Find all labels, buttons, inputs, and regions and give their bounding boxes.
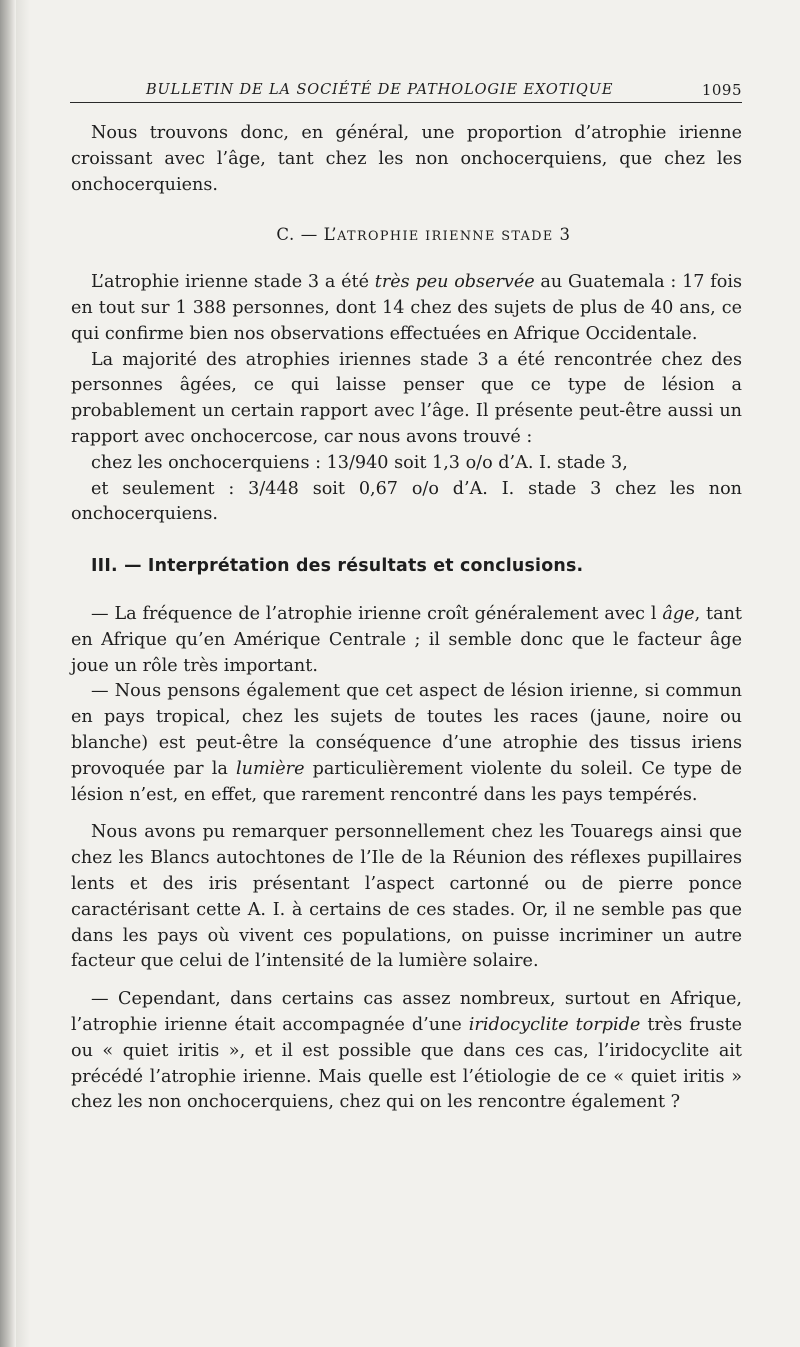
running-title: BULLETIN DE LA SOCIÉTÉ DE PATHOLOGIE EXOTIQUE <box>146 82 614 98</box>
paragraph-guatemala <box>71 270 742 347</box>
running-header <box>70 78 742 103</box>
paragraph-iridocyclite <box>71 987 742 1116</box>
paragraph-frequence <box>71 602 742 679</box>
paragraph-stat-onchocerquiens: chez les onchocerquiens : 13/940 soit 1,3 o/o d’A. I. stade 3, <box>91 452 628 473</box>
lumiere-text-1: — Nous pensons également que cet aspect de lésion irienne, si commun en pays tropical, chez les sujets de toutes les races (jaune, noire ou blanche) est peut-être la conséquence d’une atrophie des tissus iriens provoquée par la <box>71 681 742 779</box>
iridocyclite-emphasis: iridocyclite torpide <box>468 1014 641 1035</box>
frequence-text-2: , tant en Afrique qu’en Amérique Centrale ; il semble donc que le facteur âge joue un rôle très important. <box>71 603 743 676</box>
paragraph-stat-non-onchocerquiens: et seulement : 3/448 soit 0,67 o/o d’A. I. stade 3 chez les non onchocerquiens. <box>71 478 742 525</box>
guatemala-text-1: L’atrophie irienne stade 3 a été <box>91 272 375 293</box>
lumiere-emphasis: lumière <box>235 758 305 779</box>
guatemala-text-2: au Guatemala : 17 fois en tout sur 1 388 personnes, dont 14 chez des sujets de plus de 40 ans, ce qui confirme bien nos observations effectuées en Afrique Occidentale. <box>71 272 742 344</box>
subsection-heading <box>71 222 742 250</box>
page-body <box>71 121 742 1116</box>
frequence-emphasis: âge <box>662 603 695 624</box>
subhead-prefix: C. — L’ <box>276 225 338 245</box>
paragraph-majority: La majorité des atrophies iriennes stade 3 a été rencontrée chez des personnes âgées, ce qui laisse penser que ce type de lésion a probablement un certain rapport avec l’âge. Il présente peut-être aussi un rapport avec onchocercose, car nous avons trouvé : <box>71 349 742 447</box>
iridocyclite-text-2: très fruste ou « quiet iritis », et il est possible que dans ces cas, l’iridocyclite ait précédé l’atrophie irienne. Mais quelle est l’étiologie de ce « quiet iritis » chez les non onchocerquiens, chez qui on les rencontre également ? <box>71 1014 743 1113</box>
guatemala-emphasis: très peu observée <box>374 272 535 293</box>
iridocyclite-text-1: — Cependant, dans certains cas assez nombreux, surtout en Afrique, l’atrophie irienne était accompagnée d’une <box>71 989 742 1035</box>
subhead-smallcaps: ATROPHIE IRIENNE STADE <box>337 229 554 245</box>
subhead-suffix: 3 <box>553 225 571 245</box>
paragraph-touaregs: Nous avons pu remarquer personnellement chez les Touaregs ainsi que chez les Blancs autochtones de l’Ile de la Réunion des réflexes pupillaires lents et des iris présentant l’aspect cartonné ou de pierre ponce caractérisant cette A. I. à certains de ces stades. Or, il ne semble pas que dans les pays où vivent ces populations, on puisse incriminer un autre facteur que celui de l’intensité de la lumière solaire. <box>71 822 742 972</box>
section-heading: III. — Interprétation des résultats et conclusions. <box>91 556 584 577</box>
page-number: 1095 <box>701 81 742 99</box>
page-gutter-fade <box>16 0 30 1347</box>
frequence-text-1: — La fréquence de l’atrophie irienne croît généralement avec l <box>91 603 663 624</box>
page-gutter-shadow <box>0 0 16 1347</box>
paragraph-lumiere <box>71 679 742 808</box>
paragraph-proportion: Nous trouvons donc, en général, une proportion d’atrophie irienne croissant avec l’âge, tant chez les non onchocerquiens, que chez les onchocerquiens. <box>71 123 742 195</box>
lumiere-text-2: particulièrement violente du soleil. Ce type de lésion n’est, en effet, que rarement rencontré dans les pays tempérés. <box>71 758 742 805</box>
